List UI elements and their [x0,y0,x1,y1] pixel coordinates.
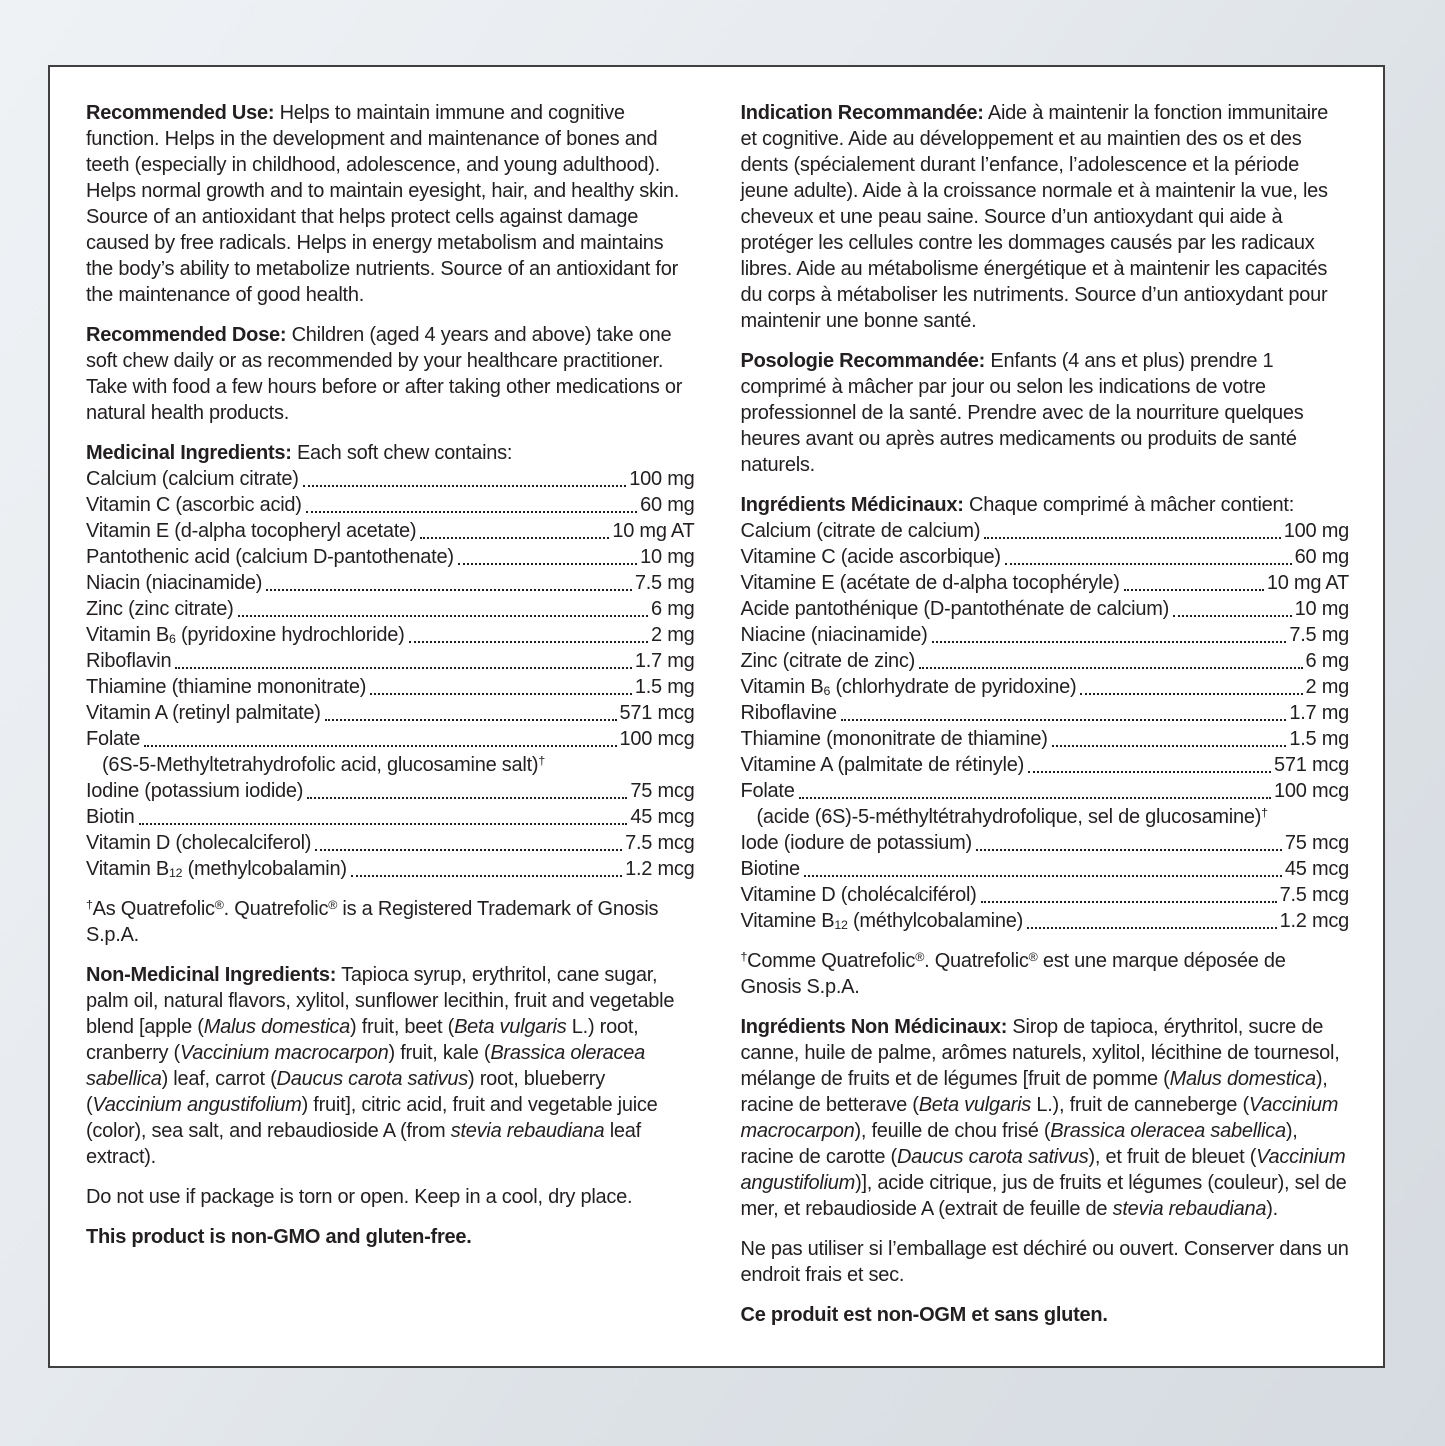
dot-leader [1005,563,1292,565]
ingredient-amount: 1.7 mg [1289,702,1349,724]
ingredient-amount: 10 mg AT [612,520,695,542]
non-medicinal-label: Non-Medicinal Ingredients: [86,964,337,986]
ingredient-row [741,752,1350,778]
dot-leader [1173,615,1292,617]
ingredient-name: Iodine (potassium iodide) [86,780,304,802]
ingredient-name: Vitamine E (acétate de d-alpha tocophéryle) [740,572,1120,594]
recommended-dose-paragraph-fr [741,348,1350,478]
medicinal-ingredients-intro: Each soft chew contains: [296,442,513,464]
ingredient-row [86,544,695,570]
ingredient-name: Folate [740,780,795,802]
dot-leader [325,719,617,721]
dot-leader [1124,589,1264,591]
ingredient-name: Zinc (zinc citrate) [86,598,234,620]
ingredient-amount: 1.2 mcg [625,858,695,880]
gmo-gluten-claim-fr: Ce produit est non-OGM et sans gluten. [740,1304,1108,1326]
ingredient-name: Niacin (niacinamide) [86,572,263,594]
ingredient-amount: 7.5 mcg [625,832,695,854]
recommended-use-text-fr: Aide à maintenir la fonction immunitaire et cognitive. Aide au développement et au maintien des os et des dents (spécialement durant l’enfance, l’adolescence et la période jeune adulte). Aide à la croissance normale et à maintenir la vue, les cheveux et une peau saine. Source d’un antioxydant qui aide à protéger les cellules contre les dommages causés par les radicaux libres. Aide au métabolisme énergétique et à maintenir les capacités du corps à métaboliser les nutriments. Source d’un antioxydant pour maintenir une bonne santé. [740,102,1329,332]
ingredient-row [741,830,1350,856]
ingredient-row [86,674,695,700]
ingredient-row [86,700,695,726]
ingredient-amount: 6 mg [1305,650,1349,672]
ingredient-name: Folate [86,728,141,750]
storage-note: Do not use if package is torn or open. Keep in a cool, dry place. [86,1186,633,1208]
recommended-dose-label: Recommended Dose: [86,324,287,346]
ingredient-subline: (acide (6S)-5-méthyltétrahydrofolique, sel de glucosamine)† [756,806,1268,828]
ingredient-name: Zinc (citrate de zinc) [740,650,916,672]
ingredient-amount: 2 mg [1305,676,1349,698]
ingredient-amount: 100 mg [629,468,695,490]
non-medicinal-paragraph [86,962,695,1170]
ingredient-row [86,804,695,830]
ingredient-name: Thiamine (thiamine mononitrate) [86,676,367,698]
ingredient-name: Iode (iodure de potassium) [740,832,972,854]
dot-leader [1027,927,1277,929]
quatrefolic-footnote-fr: †Comme Quatrefolic®. Quatrefolic® est une marque déposée de Gnosis S.p.A. [740,950,1286,998]
recommended-use-paragraph [86,100,695,308]
ingredient-name: Vitamin $B_{12}$ (methylcobalamin) [86,858,347,881]
ingredient-amount: 75 mcg [630,780,695,802]
ingredient-amount: 2 mg [651,624,695,646]
ingredient-amount: 10 mg AT [1266,572,1349,594]
dot-leader [306,511,637,513]
ingredient-subline: (6S-5-Methyltetrahydrofolic acid, glucosamine salt)† [102,754,545,776]
ingredient-row [86,596,695,622]
ingredient-row [741,778,1350,804]
ingredient-name: Vitamine A (palmitate de rétinyle) [740,754,1025,776]
medicinal-ingredients-label-fr: Ingrédients Médicinaux: [740,494,964,516]
ingredient-row [741,908,1350,934]
ingredient-row [741,622,1350,648]
ingredient-name: Niacine (niacinamide) [740,624,928,646]
quatrefolic-footnote: †As Quatrefolic®. Quatrefolic® is a Registered Trademark of Gnosis S.p.A. [86,898,659,946]
ingredient-row [86,648,695,674]
ingredient-amount: 6 mg [651,598,695,620]
non-medicinal-paragraph-fr [741,1014,1350,1222]
dot-leader [932,641,1287,643]
ingredient-amount: 10 mg [640,546,695,568]
ingredient-name: Vitamine D (cholécalciférol) [740,884,977,906]
dot-leader [238,615,649,617]
ingredient-name: Biotin [86,806,135,828]
dot-leader [307,797,627,799]
recommended-dose-text-fr: Enfants (4 ans et plus) prendre 1 comprimé à mâcher par jour ou selon les indications de votre professionnel de la santé. Prendre avec de la nourriture quelques heures avant ou après autres medicaments ou produits de santé naturels. [740,350,1304,476]
recommended-dose-text: Children (aged 4 years and above) take one soft chew daily or as recommended by your healthcare practitioner. Take with food a few hours before or after taking other medications or natural health products. [86,324,683,424]
dot-leader [919,667,1302,669]
dot-leader [266,589,632,591]
dot-leader [984,537,1281,539]
recommended-use-label-fr: Indication Recommandée: [740,102,984,124]
ingredient-row [86,778,695,804]
non-medicinal-text: Tapioca syrup, erythritol, cane sugar, palm oil, natural flavors, xylitol, sunflower lecithin, fruit and vegetable blend [apple (Malus domestica) fruit, beet (Beta vulgaris L.) root, cranberry (Vaccinium macrocarpon) fruit, kale (Brassica oleracea sabellica) leaf, carrot (Daucus carota sativus) root, blueberry (Vaccinium angustifolium) fruit], citric acid, fruit and vegetable juice (color), sea salt, and rebaudioside A (from stevia rebaudiana leaf extract). [86,964,675,1168]
ingredient-amount: 1.2 mcg [1279,910,1349,932]
ingredient-amount: 7.5 mg [1289,624,1349,646]
dot-leader [351,875,622,877]
dot-leader [144,745,616,747]
recommended-use-text: Helps to maintain immune and cognitive function. Helps in the development and maintenance of bones and teeth (especially in childhood, adolescence, and young adulthood). Helps normal growth and to maintain eyesight, hair, and healthy skin. Source of an antioxidant that helps protect cells against damage caused by free radicals. Helps in energy metabolism and maintains the body’s ability to metabolize nutrients. Source of an antioxidant for the maintenance of good health. [86,102,680,306]
ingredient-name: Biotine [740,858,800,880]
ingredient-amount: 60 mg [640,494,695,516]
dot-leader [370,693,632,695]
ingredient-amount: 75 mcg [1284,832,1349,854]
ingredient-row [86,518,695,544]
gmo-gluten-claim: This product is non-GMO and gluten-free. [86,1226,472,1248]
dot-leader [175,667,632,669]
dot-leader [409,641,648,643]
ingredient-row [741,596,1350,622]
ingredient-row [86,726,695,752]
medicinal-ingredients-label: Medicinal Ingredients: [86,442,292,464]
ingredient-amount: 60 mg [1294,546,1349,568]
non-medicinal-text-fr: Sirop de tapioca, érythritol, sucre de canne, huile de palme, arômes naturels, xylitol, lécithine de tournesol, mélange de fruits et de légumes [fruit de pomme (Malus domestica), racine de betterave (Beta vulgaris L.), fruit de canneberge (Vaccinium macrocarpon), feuille de chou frisé (Brassica oleracea sabellica), racine de carotte (Daucus carota sativus), et fruit de bleuet (Vaccinium angustifolium)], acide citrique, jus de fruits et légumes (couleur), sel de mer, et rebaudioside A (extrait de feuille de stevia rebaudiana). [740,1016,1347,1220]
dot-leader [1052,745,1287,747]
ingredient-row [741,726,1350,752]
ingredient-amount: 7.5 mg [634,572,695,594]
ingredient-amount: 571 mcg [1274,754,1349,776]
ingredient-amount: 45 mcg [1284,858,1349,880]
medicinal-ingredients-heading [86,440,695,466]
ingredient-amount: 45 mcg [630,806,695,828]
ingredient-name: Vitamin A (retinyl palmitate) [86,702,321,724]
ingredient-row [86,856,695,882]
ingredient-amount: 1.7 mg [634,650,695,672]
ingredient-row [741,856,1350,882]
dot-leader [841,719,1287,721]
ingredient-name: Vitamin C (ascorbic acid) [86,494,302,516]
ingredient-row [86,492,695,518]
recommended-use-label: Recommended Use: [86,102,275,124]
ingredient-row [86,570,695,596]
dot-leader [799,797,1271,799]
ingredient-name: Vitamine C (acide ascorbique) [740,546,1001,568]
recommended-dose-label-fr: Posologie Recommandée: [740,350,986,372]
ingredient-amount: 100 mcg [1274,780,1349,802]
recommended-use-paragraph-fr [741,100,1350,334]
ingredient-row [741,648,1350,674]
medicinal-ingredients-list-fr [741,518,1350,934]
ingredient-name: Calcium (calcium citrate) [86,468,299,490]
ingredient-name: Vitamin $B_6$ (chlorhydrate de pyridoxine) [740,676,1077,699]
ingredient-amount: 1.5 mg [1289,728,1349,750]
ingredient-row [741,570,1350,596]
dot-leader [303,485,627,487]
label-panel [48,65,1385,1368]
french-column [741,100,1350,1366]
ingredient-amount: 100 mcg [619,728,695,750]
ingredient-name: Pantothenic acid (calcium D-pantothenate) [86,546,454,568]
storage-note-fr: Ne pas utiliser si l’emballage est déchiré ou ouvert. Conserver dans un endroit frais et sec. [740,1238,1349,1286]
dot-leader [139,823,628,825]
ingredient-row [86,622,695,648]
ingredient-amount: 100 mg [1283,520,1349,542]
ingredient-name: Vitamin D (cholecalciferol) [86,832,312,854]
english-column [86,100,695,1366]
dot-leader [1028,771,1271,773]
ingredient-name: Vitamin E (d-alpha tocopheryl acetate) [86,520,417,542]
dot-leader [981,901,1277,903]
ingredient-name: Calcium (citrate de calcium) [740,520,981,542]
dot-leader [804,875,1282,877]
dot-leader [1080,693,1302,695]
ingredient-row [741,544,1350,570]
ingredient-name: Vitamine $B_{12}$ (méthylcobalamine) [740,910,1023,933]
ingredient-row [86,466,695,492]
dot-leader [458,563,637,565]
ingredient-name: Thiamine (mononitrate de thiamine) [740,728,1048,750]
ingredient-row [86,830,695,856]
medicinal-ingredients-intro-fr: Chaque comprimé à mâcher contient: [969,494,1294,516]
dot-leader [315,849,622,851]
ingredient-row [741,700,1350,726]
ingredient-name: Riboflavine [740,702,837,724]
ingredient-amount: 10 mg [1294,598,1349,620]
medicinal-ingredients-list [86,466,695,882]
ingredient-row [741,674,1350,700]
ingredient-row [741,518,1350,544]
ingredient-row [741,882,1350,908]
dot-leader [976,849,1282,851]
medicinal-ingredients-heading-fr [741,492,1350,518]
non-medicinal-label-fr: Ingrédients Non Médicinaux: [740,1016,1008,1038]
ingredient-name: Acide pantothénique (D-pantothénate de calcium) [740,598,1170,620]
dot-leader [420,537,609,539]
ingredient-name: Vitamin $B_6$ (pyridoxine hydrochloride) [86,624,405,647]
ingredient-amount: 7.5 mcg [1279,884,1349,906]
ingredient-amount: 1.5 mg [634,676,695,698]
recommended-dose-paragraph [86,322,695,426]
ingredient-name: Riboflavin [86,650,172,672]
ingredient-amount: 571 mcg [619,702,695,724]
